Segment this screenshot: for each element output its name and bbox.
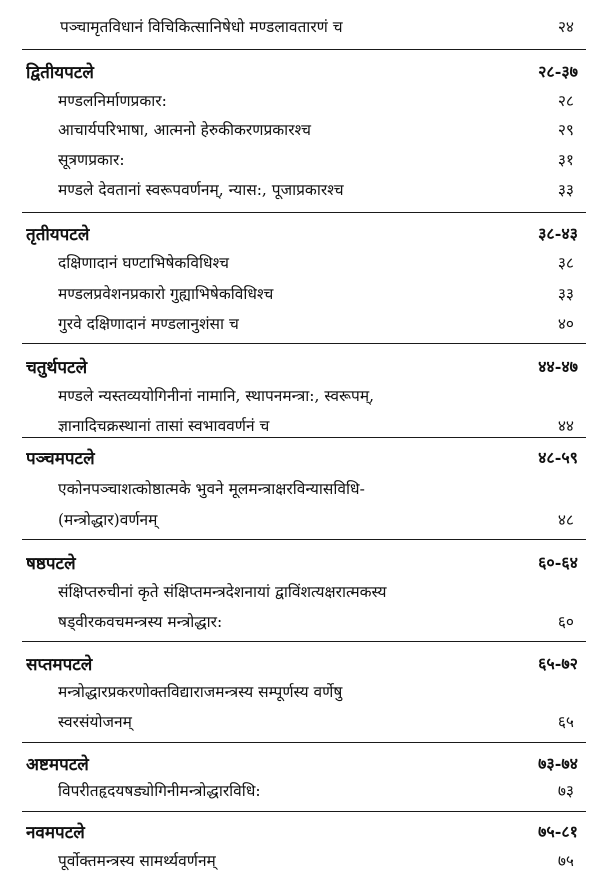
entry-page-number: ३३ <box>557 181 574 199</box>
entry-title: पूर्वोक्तमन्त्रस्य सामर्थ्यवर्णनम् <box>58 852 216 870</box>
chapter-heading <box>0 649 600 677</box>
chapter-title: तृतीयपटले <box>26 224 90 245</box>
chapter-page-range: ७५-८१ <box>538 822 578 841</box>
toc-entry <box>0 411 600 439</box>
entry-page-number: ४० <box>557 315 574 333</box>
entry-page-number: ४८ <box>557 511 574 529</box>
entry-page-number: ७३ <box>557 782 574 800</box>
entry-page-number: ३१ <box>557 151 574 169</box>
chapter-page-range: २८-३७ <box>538 62 578 81</box>
chapter-title: अष्टमपटले <box>26 754 89 775</box>
chapter-heading <box>0 749 600 777</box>
toc-entry <box>0 115 600 143</box>
entry-page-number: ३३ <box>557 285 574 303</box>
chapter-page-range: ७३-७४ <box>538 754 578 773</box>
entry-page-number: २९ <box>557 121 574 139</box>
chapter-page-range: ४४-४७ <box>538 357 578 376</box>
chapter-page-range: ४८-५९ <box>538 448 578 467</box>
entry-title: संक्षिप्तरुचीनां कृते संक्षिप्तमन्त्रदेशनायां द्वाविंशत्यक्षरात्मकस्य <box>58 583 387 601</box>
toc-entry <box>0 309 600 337</box>
toc-entry <box>0 175 600 203</box>
section-divider <box>22 811 586 812</box>
section-divider <box>22 212 586 213</box>
entry-title: मन्त्रोद्धारप्रकरणोक्तविद्याराजमन्त्रस्य सम्पूर्णस्य वर्णेषु <box>58 683 343 701</box>
section-divider <box>22 343 586 344</box>
chapter-heading <box>0 57 600 85</box>
entry-page-number: २८ <box>557 92 574 110</box>
entry-title: ज्ञानादिचक्रस्थानां तासां स्वभाववर्णनं च <box>58 417 270 435</box>
toc-entry <box>0 677 600 705</box>
toc-entry <box>0 381 600 409</box>
toc-entry <box>0 607 600 635</box>
chapter-page-range: ३८-४३ <box>538 224 578 243</box>
toc-entry <box>0 577 600 605</box>
toc-entry <box>0 505 600 533</box>
toc-entry <box>0 248 600 276</box>
entry-title: दक्षिणादानं घण्टाभिषेकविधिश्च <box>58 254 229 272</box>
entry-title: मण्डलनिर्माणप्रकार: <box>58 92 167 110</box>
entry-page-number: ३८ <box>557 254 574 272</box>
entry-title: आचार्यपरिभाषा, आत्मनो हेरुकीकरणप्रकारश्च <box>58 121 311 139</box>
toc-entry <box>0 12 600 40</box>
section-divider <box>22 49 586 50</box>
entry-title: (मन्त्रोद्धार)वर्णनम् <box>58 511 158 529</box>
toc-entry <box>0 776 600 804</box>
chapter-heading <box>0 219 600 247</box>
chapter-heading <box>0 443 600 471</box>
chapter-title: सप्तमपटले <box>26 654 93 675</box>
toc-entry <box>0 279 600 307</box>
entry-page-number: ६० <box>557 613 574 631</box>
toc-entry <box>0 707 600 735</box>
chapter-heading <box>0 352 600 380</box>
section-divider <box>22 641 586 642</box>
toc-entry <box>0 145 600 173</box>
toc-entry <box>0 86 600 114</box>
chapter-title: षष्ठपटले <box>26 553 76 574</box>
entry-title: षड्वीरकवचमन्त्रस्य मन्त्रोद्धार: <box>58 613 223 631</box>
section-divider <box>22 539 586 540</box>
chapter-title: चतुर्थपटले <box>26 357 88 378</box>
entry-title: मण्डले देवतानां स्वरूपवर्णनम्, न्यास:, पूजाप्रकारश्च <box>58 181 344 199</box>
chapter-heading <box>0 817 600 845</box>
entry-title: गुरवे दक्षिणादानं मण्डलानुशंसा च <box>58 315 239 333</box>
entry-title: पञ्चामृतविधानं विचिकित्सानिषेधो मण्डलावतारणं च <box>60 18 343 36</box>
chapter-title: द्वितीयपटले <box>26 62 94 83</box>
entry-page-number: ६५ <box>557 713 574 731</box>
entry-title: एकोनपञ्चाशत्कोष्ठात्मके भुवने मूलमन्त्राक्षरविन्यासविधि- <box>58 480 365 498</box>
section-divider <box>22 742 586 743</box>
entry-title: मण्डले न्यस्तव्ययोगिनीनां नामानि, स्थापनमन्त्रा:, स्वरूपम्, <box>58 387 375 405</box>
chapter-heading <box>0 548 600 576</box>
entry-page-number: ४४ <box>557 417 574 435</box>
chapter-page-range: ६०-६४ <box>538 553 578 572</box>
entry-title: विपरीतहृदयषड्योगिनीमन्त्रोद्धारविधि: <box>58 782 261 800</box>
toc-entry <box>0 474 600 502</box>
toc-entry <box>0 846 600 874</box>
entry-title: मण्डलप्रवेशनप्रकारो गुह्याभिषेकविधिश्च <box>58 285 274 303</box>
chapter-title: नवमपटले <box>26 822 85 843</box>
entry-title: स्वरसंयोजनम् <box>58 713 132 731</box>
entry-page-number: ७५ <box>557 852 574 870</box>
entry-page-number: २४ <box>557 18 574 36</box>
chapter-title: पञ्चमपटले <box>26 448 95 469</box>
entry-title: सूत्रणप्रकार: <box>58 151 125 169</box>
chapter-page-range: ६५-७२ <box>538 654 578 673</box>
